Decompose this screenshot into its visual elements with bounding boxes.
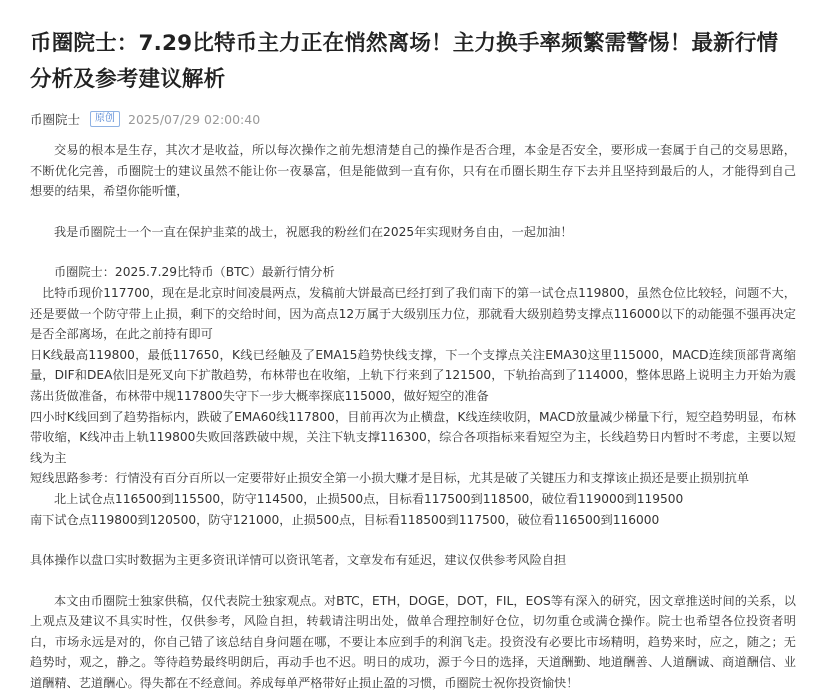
- original-badge: 原创: [90, 111, 120, 127]
- spacer: [30, 571, 796, 591]
- spacer: [30, 242, 796, 262]
- article-meta: [30, 108, 796, 130]
- paragraph-intro: 交易的根本是生存，其次才是收益，所以每次操作之前先想清楚自己的操作是否合理，本金是否安全，要形成一套属于自己的交易思路，不断优化完善，币圈院士的建议虽然不能让你一夜暴富，但是能做到一直有你，只有在币圈长期生存下去并且坚持到最后的人，才能得到自己想要的结果，希望你能听懂，: [30, 143, 796, 199]
- author-name[interactable]: 币圈院士: [30, 112, 81, 127]
- paragraph-analysis-heading: 币圈院士：2025.7.29比特币（BTC）最新行情分析: [54, 265, 335, 280]
- article-body: [30, 140, 796, 694]
- paragraph-current-price: 比特币现价117700，现在是北京时间凌晨两点，发稿前大饼最高已经打到了我们南下的第一试仓点119800，虽然仓位比较轻，问题不大，还是要做一个防守带上止损，剩下的交给时间，因为高点12万属于大级别压力位，那就看大级别趋势支撑点116000以下的动能强不强再决定是否全部离场，在此之前持有即可: [30, 285, 796, 342]
- paragraph-greeting: 我是币圈院士一个一直在保护韭菜的战士，祝愿我的粉丝们在2025年实现财务自由，一起加油！: [54, 224, 573, 239]
- paragraph-footer: 本文由币圈院士独家供稿，仅代表院士独家观点。对BTC，ETH，DOGE，DOT，FIL，EOS等有深入的研究，因文章推送时间的关系，以上观点及建议不具实时性，仅供参考，风险自担，转载请注明出处，做单合理控制好仓位，切勿重仓或满仓操作。院士也希望各位投资者明白，市场永远是对的，你自己错了该总结自身问题在哪，不要让本应到手的利润飞走。投资没有必要比市场精明，趋势来时，应之，随之；无趋势时，观之，静之。等待趋势最终明朗后，再动手也不迟。明日的成功，源于今日的选择，天道酬勤、地道酬善、人道酬诚、商道酬信、业道酬精、艺道酬心。得失都在不经意间。养成每单严格带好止损止盈的习惯，币圈院士祝你投资愉快！: [30, 593, 796, 691]
- paragraph-daily-kline: 日K线最高119800，最低117650，K线已经触及了EMA15趋势快线支撑，下一个支撑点关注EMA30这里115000，MACD连续顶部背离缩量，DIF和DEA依旧是死叉向下扩散趋势，布林带也在收缩，上轨下行来到了121500，下轨抬高到了114000，整体思路上说明主力开始为震荡出货做准备，布林带中规117800失守下一步大概率探底115000，做好短空的准备: [30, 347, 796, 403]
- paragraph-4h-kline: 四小时K线回到了趋势指标内，跌破了EMA60线117800，目前再次为止横盘，K线连续收阴，MACD放量减少梯量下行，短空趋势明显，布林带收缩，K线冲击上轨119800失败回落跌破中规，关注下轨支撑116300，综合各项指标来看短空为主，长线趋势日内暂时不考虑，主要以短线为主: [30, 409, 796, 465]
- paragraph-long-entry: 北上试仓点116500到115500，防守114500，止损500点，目标看117500到118500，破位看119000到119500: [54, 491, 684, 506]
- publish-time: 2025/07/29 02:00:40: [128, 111, 261, 127]
- paragraph-short-entry: 南下试仓点119800到120500，防守121000，止损500点，目标看118500到117500，破位看116500到116000: [30, 512, 660, 527]
- paragraph-short-term: 短线思路参考：行情没有百分百所以一定要带好止损安全第一小损大赚才是目标，尤其是破了关键压力和支撑该止损还是要止损别抗单: [30, 471, 750, 486]
- spacer: [30, 202, 796, 222]
- article-title: 币圈院士：7.29比特币主力正在悄然离场！主力换手率频繁需警惕！最新行情分析及参考建议解析: [30, 31, 779, 92]
- spacer: [30, 530, 796, 550]
- paragraph-disclaimer: 具体操作以盘口实时数据为主更多资讯详情可以资讯笔者，文章发布有延迟，建议仅供参考风险自担: [30, 553, 567, 568]
